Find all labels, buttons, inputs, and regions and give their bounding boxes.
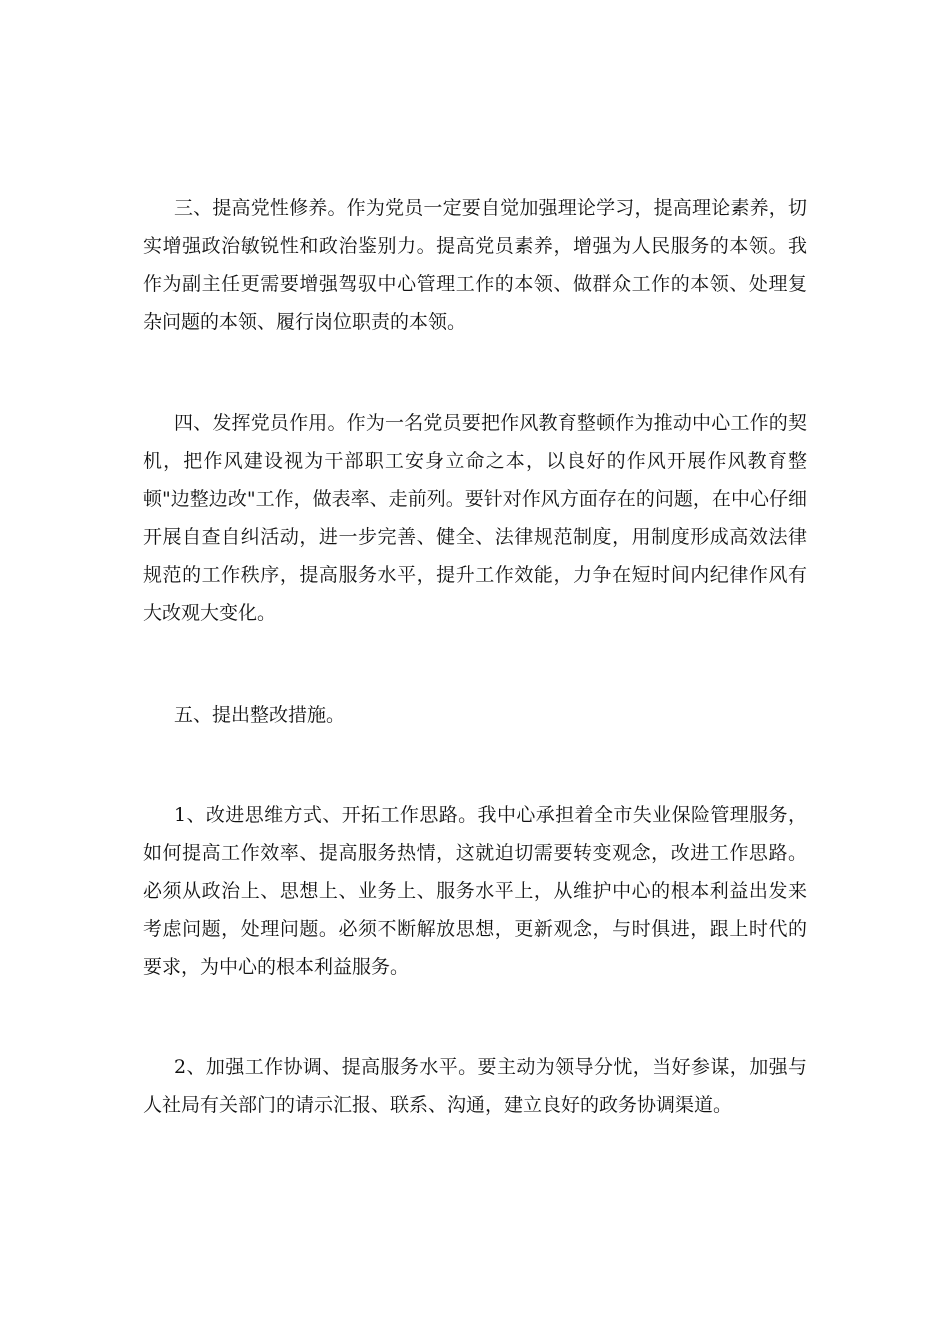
- paragraph-section-five-heading: 五、提出整改措施。: [174, 704, 346, 726]
- paragraph-measure-two: 2、加强工作协调、提高服务水平。要主动为领导分忧，当好参谋，加强与人社局有关部门的请示汇报、联系、沟通，建立良好的政务协调渠道。: [143, 1056, 807, 1116]
- paragraph-section-four: 四、发挥党员作用。作为一名党员要把作风教育整顿作为推动中心工作的契机，把作风建设视为干部职工安身立命之本，以良好的作风开展作风教育整顿"边整边改"工作，做表率、走前列。要针对作风方面存在的问题，在中心仔细开展自查自纠活动，进一步完善、健全、法律规范制度，用制度形成高效法律规范的工作秩序，提高服务水平，提升工作效能，力争在短时间内纪律作风有大改观大变化。: [143, 412, 807, 624]
- paragraph-measure-one: 1、改进思维方式、开拓工作思路。我中心承担着全市失业保险管理服务，如何提高工作效率、提高服务热情，这就迫切需要转变观念，改进工作思路。必须从政治上、思想上、业务上、服务水平上，从维护中心的根本利益出发来考虑问题，处理问题。必须不断解放思想，更新观念，与时俱进，跟上时代的要求，为中心的根本利益服务。: [143, 804, 807, 978]
- paragraph-section-three: 三、提高党性修养。作为党员一定要自觉加强理论学习，提高理论素养，切实增强政治敏锐性和政治鉴别力。提高党员素养，增强为人民服务的本领。我作为副主任更需要增强驾驭中心管理工作的本领、做群众工作的本领、处理复杂问题的本领、履行岗位职责的本领。: [143, 197, 807, 333]
